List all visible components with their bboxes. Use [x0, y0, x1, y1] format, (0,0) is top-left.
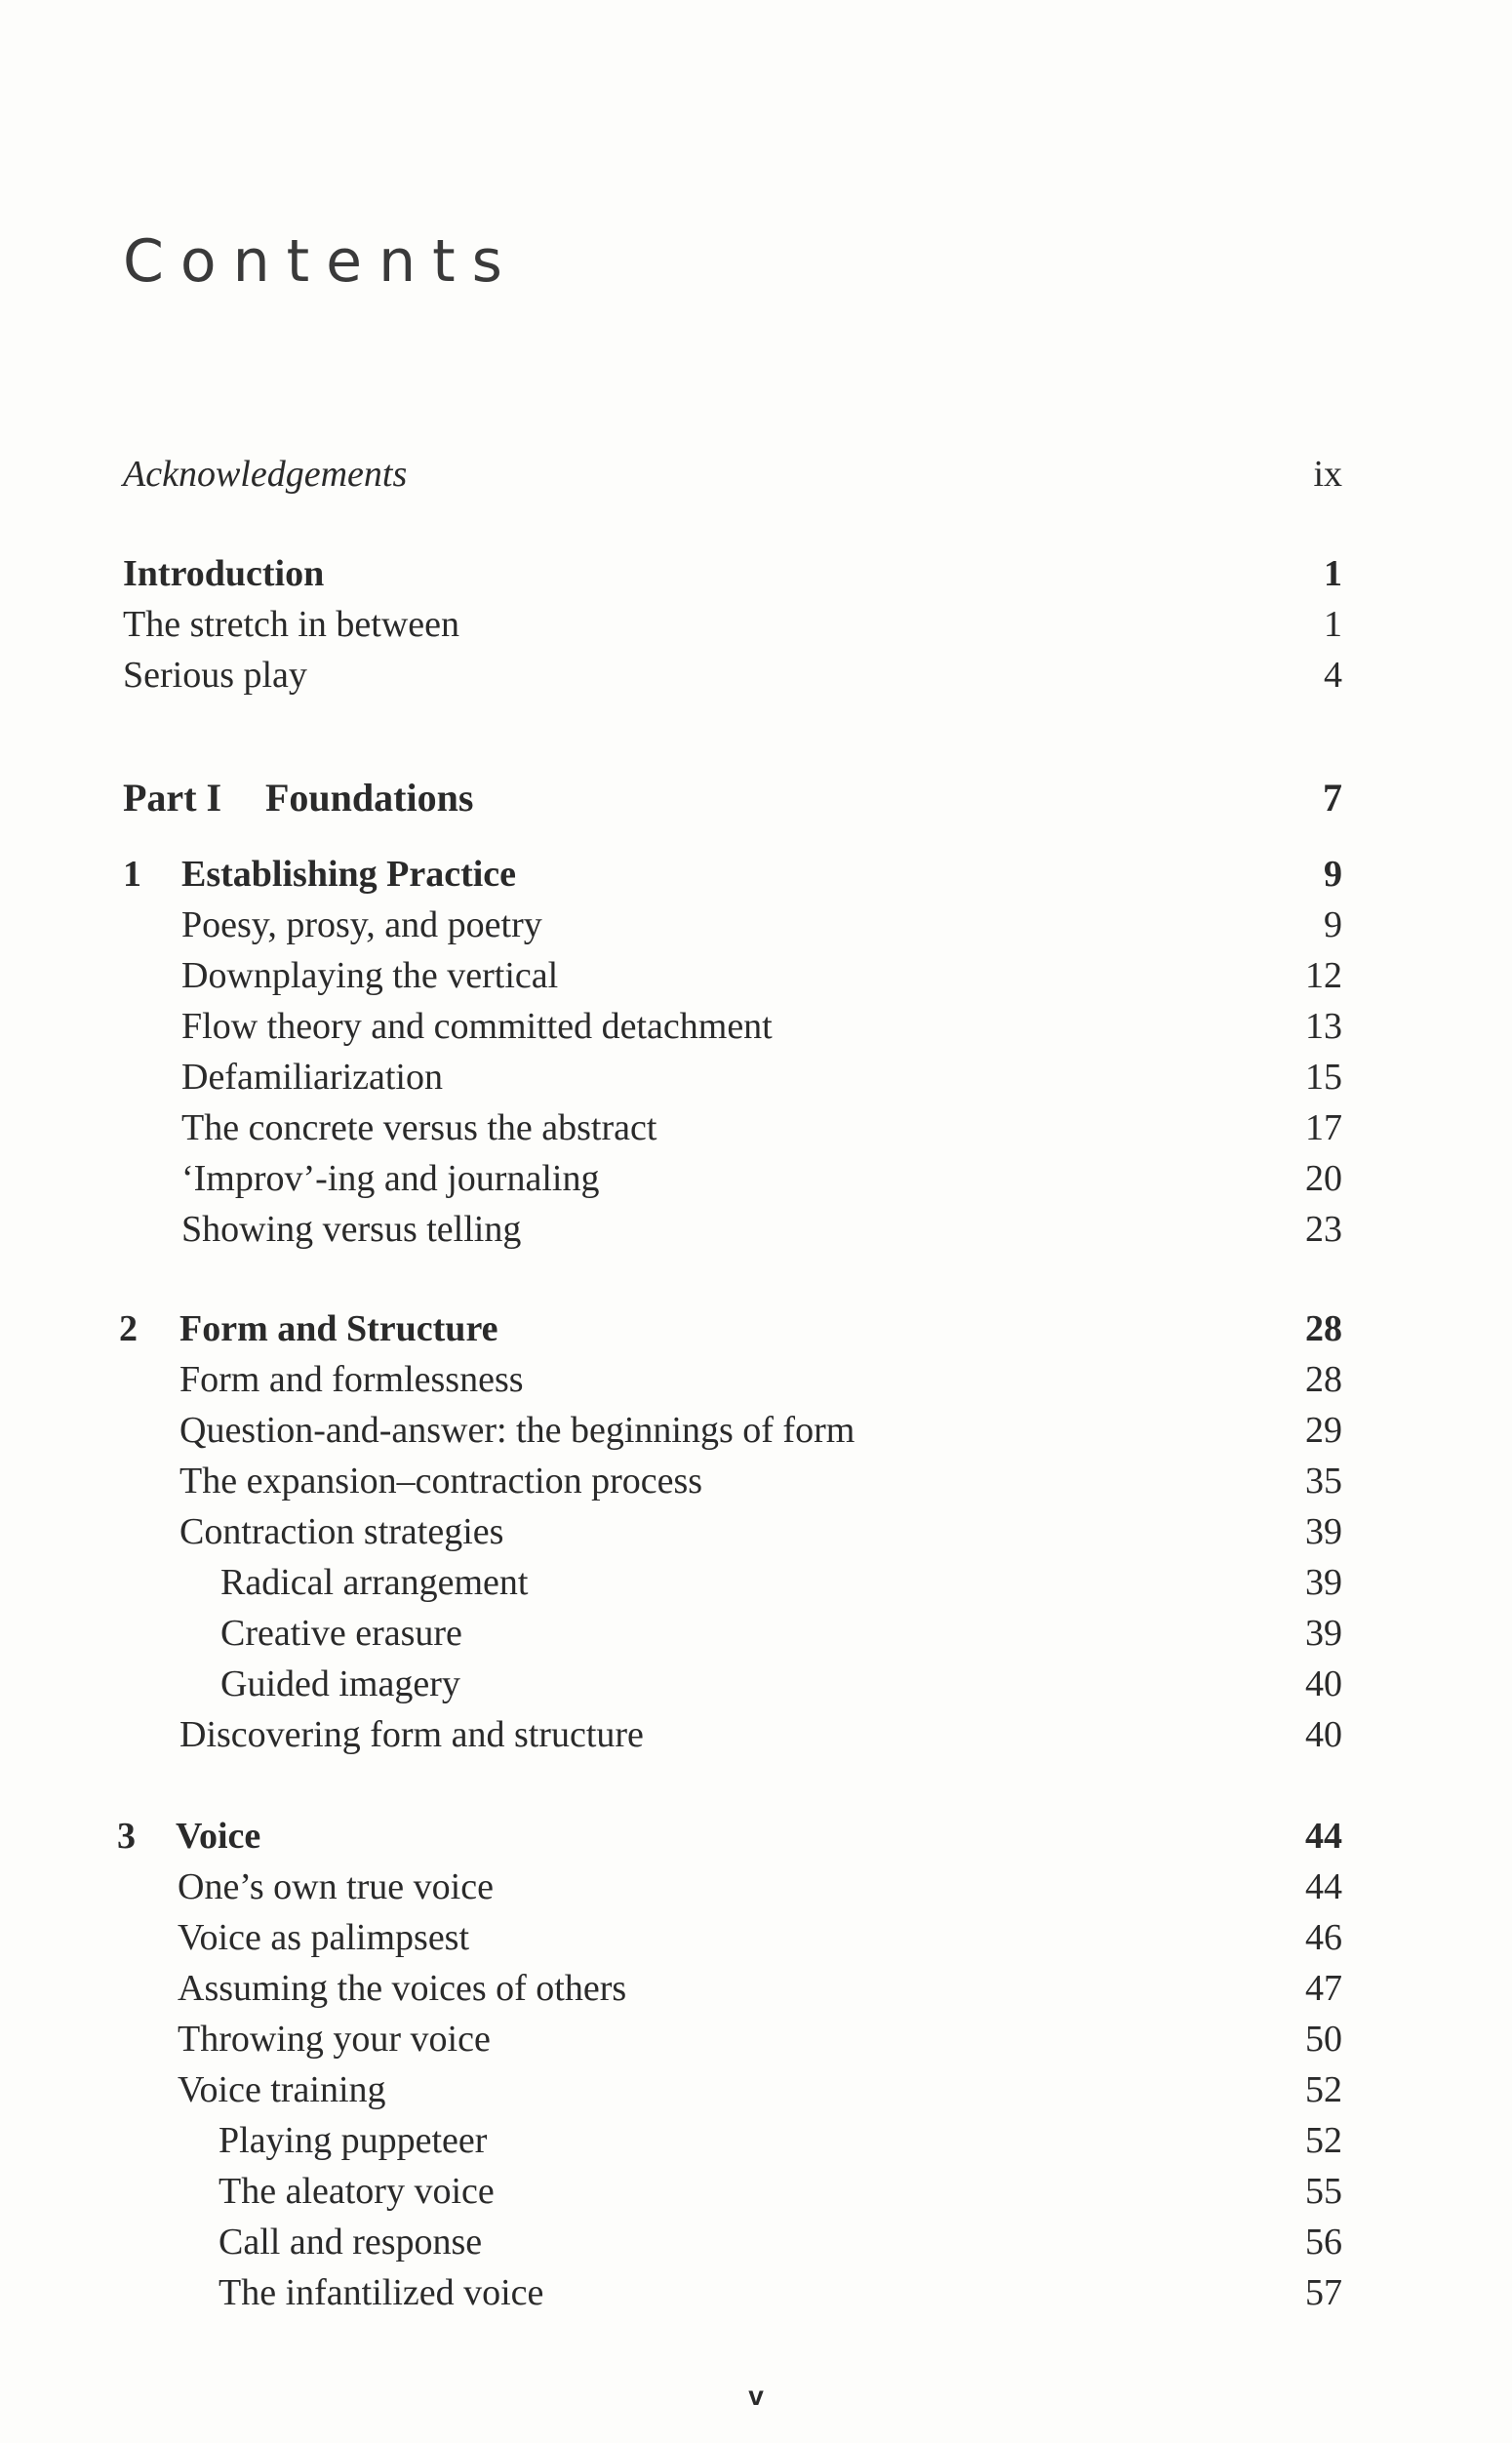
toc-entry-page: 1: [1324, 604, 1342, 645]
toc-entry-page: 15: [1305, 1057, 1342, 1098]
toc-entry-page: 39: [1305, 1511, 1342, 1552]
toc-entry[interactable]: [0, 2064, 1512, 2115]
toc-entry[interactable]: [0, 1405, 1512, 1456]
toc-entry-label: Showing versus telling: [181, 1209, 522, 1250]
toc-entry[interactable]: [0, 950, 1512, 1001]
page-title: Contents: [123, 227, 519, 296]
toc-entry-label: Playing puppeteer: [219, 2120, 488, 2161]
toc-entry[interactable]: [0, 1204, 1512, 1255]
toc-entry[interactable]: [0, 1153, 1512, 1204]
toc-entry-page: 13: [1305, 1006, 1342, 1047]
toc-entry-page: 40: [1305, 1663, 1342, 1704]
toc-entry-page: 39: [1305, 1613, 1342, 1654]
toc-chapter-heading[interactable]: [0, 1811, 1512, 1862]
toc-entry-page: ix: [1313, 454, 1342, 495]
toc-entry-page: 23: [1305, 1209, 1342, 1250]
toc-entry-page: 52: [1305, 2120, 1342, 2161]
toc-entry[interactable]: [0, 1001, 1512, 1052]
toc-entry-page: 28: [1305, 1308, 1342, 1349]
toc-entry[interactable]: [0, 599, 1512, 650]
toc-entry-page: 35: [1305, 1461, 1342, 1502]
toc-subentry[interactable]: [0, 2267, 1512, 2318]
toc-entry-page: 4: [1324, 655, 1342, 696]
part-number: Part I: [123, 776, 222, 820]
toc-entry[interactable]: [0, 1912, 1512, 1963]
toc-entry-label: Assuming the voices of others: [178, 1968, 627, 2009]
toc-entry[interactable]: [0, 1862, 1512, 1912]
toc-entry-introduction[interactable]: [0, 548, 1512, 599]
toc-entry[interactable]: [0, 1506, 1512, 1557]
toc-entry-page: 52: [1305, 2069, 1342, 2110]
toc-entry[interactable]: [0, 1963, 1512, 2014]
toc-entry-label: Throwing your voice: [178, 2019, 491, 2060]
toc-entry[interactable]: [0, 1354, 1512, 1405]
toc-entry-page: 9: [1324, 854, 1342, 895]
toc-entry-label: Introduction: [123, 553, 325, 594]
toc-entry-page: 44: [1305, 1816, 1342, 1857]
toc-entry-label: The expansion–contraction process: [179, 1461, 703, 1502]
toc-entry-label: The aleatory voice: [219, 2171, 495, 2212]
toc-entry-label: Creative erasure: [220, 1613, 462, 1654]
toc-subentry[interactable]: [0, 2217, 1512, 2267]
toc-entry-label: Form and Structure: [179, 1308, 498, 1349]
toc-entry-page: 56: [1305, 2222, 1342, 2263]
toc-entry-label: ‘Improv’-ing and journaling: [181, 1158, 600, 1199]
toc-chapter-heading[interactable]: [0, 1303, 1512, 1354]
toc-entry-label: Form and formlessness: [179, 1359, 524, 1400]
toc-entry-page: 46: [1305, 1917, 1342, 1958]
toc-entry-label: Foundations: [265, 776, 474, 820]
toc-entry-page: 55: [1305, 2171, 1342, 2212]
toc-part-heading[interactable]: [0, 773, 1512, 823]
toc-entry-page: 29: [1305, 1410, 1342, 1451]
chapter-number: 2: [119, 1308, 138, 1349]
toc-entry-label: Guided imagery: [220, 1663, 460, 1704]
toc-entry[interactable]: [0, 900, 1512, 950]
toc-entry-label: Question-and-answer: the beginnings of form: [179, 1410, 855, 1451]
toc-entry-label: Contraction strategies: [179, 1511, 504, 1552]
toc-subentry[interactable]: [0, 2115, 1512, 2166]
toc-entry-label: Voice as palimpsest: [178, 1917, 470, 1958]
toc-entry-label: Radical arrangement: [220, 1562, 529, 1603]
toc-entry-acknowledgements[interactable]: [0, 449, 1512, 500]
toc-entry-page: 44: [1305, 1866, 1342, 1907]
toc-entry-page: 50: [1305, 2019, 1342, 2060]
toc-entry-page: 57: [1305, 2272, 1342, 2313]
toc-subentry[interactable]: [0, 1659, 1512, 1709]
toc-entry[interactable]: [0, 1052, 1512, 1102]
toc-entry-page: 47: [1305, 1968, 1342, 2009]
toc-entry-label: The infantilized voice: [219, 2272, 544, 2313]
toc-entry-label: Poesy, prosy, and poetry: [181, 904, 542, 945]
toc-entry-label: The stretch in between: [123, 604, 460, 645]
toc-entry-page: 12: [1305, 955, 1342, 996]
toc-entry[interactable]: [0, 1456, 1512, 1506]
toc-entry-label: Voice: [176, 1816, 261, 1857]
toc-entry-label: Downplaying the vertical: [181, 955, 559, 996]
toc-entry[interactable]: [0, 2014, 1512, 2064]
toc-entry-label: Serious play: [123, 655, 307, 696]
toc-entry-page: 28: [1305, 1359, 1342, 1400]
toc-entry-label: The concrete versus the abstract: [181, 1107, 657, 1148]
toc-entry-label: One’s own true voice: [178, 1866, 494, 1907]
toc-entry-page: 1: [1324, 553, 1342, 594]
toc-entry-label: Defamiliarization: [181, 1057, 443, 1098]
toc-entry-page: 9: [1324, 904, 1342, 945]
toc-entry-page: 17: [1305, 1107, 1342, 1148]
chapter-number: 3: [117, 1816, 136, 1857]
toc-entry[interactable]: [0, 1102, 1512, 1153]
toc-subentry[interactable]: [0, 1557, 1512, 1608]
toc-entry-page: 20: [1305, 1158, 1342, 1199]
toc-entry-label: Flow theory and committed detachment: [181, 1006, 773, 1047]
toc-subentry[interactable]: [0, 1608, 1512, 1659]
toc-entry-label: Discovering form and structure: [179, 1714, 644, 1755]
page-folio: v: [748, 2381, 764, 2411]
toc-entry-page: 39: [1305, 1562, 1342, 1603]
toc-entry[interactable]: [0, 650, 1512, 701]
toc-chapter-heading[interactable]: [0, 849, 1512, 900]
toc-entry-label: Call and response: [219, 2222, 483, 2263]
toc-entry-page: 7: [1323, 776, 1342, 820]
toc-subentry[interactable]: [0, 2166, 1512, 2217]
chapter-number: 1: [123, 854, 141, 895]
toc-entry-label: Establishing Practice: [181, 854, 517, 895]
toc-entry[interactable]: [0, 1709, 1512, 1760]
toc-entry-label: Acknowledgements: [123, 454, 408, 495]
toc-entry-label: Voice training: [178, 2069, 386, 2110]
toc-entry-page: 40: [1305, 1714, 1342, 1755]
